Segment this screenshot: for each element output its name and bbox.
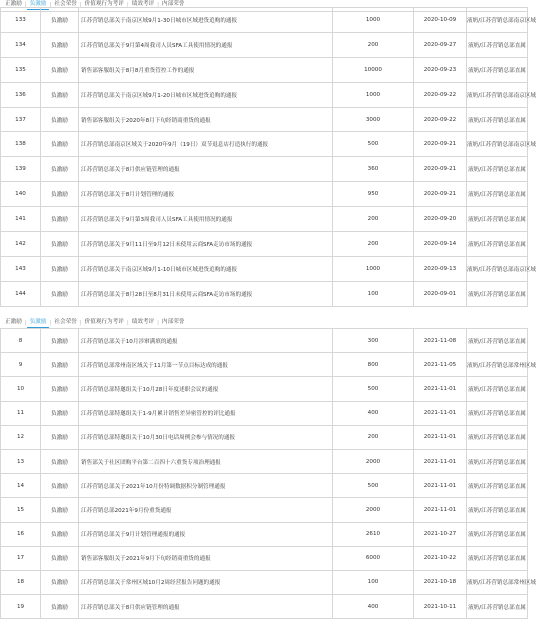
notice-title-cell: 江苏营销总部南京区域关于2020年9月（19日）双节退息店打造执行的通报 xyxy=(79,132,333,157)
incentive-type-cell: 负激励 xyxy=(41,182,79,207)
notice-title-cell: 江苏营销总部关于南京区域9月1-10日城市区域进货追购的通报 xyxy=(79,256,333,281)
organization-cell: 液奶/江苏营销总部直属 xyxy=(467,157,528,182)
table-row[interactable] xyxy=(1,474,528,498)
incentive-type-cell: 负激励 xyxy=(41,107,79,132)
date-cell: 2021-11-01 xyxy=(414,449,467,473)
incentive-type-cell: 负激励 xyxy=(41,425,79,449)
middle-tab-bar xyxy=(0,317,527,328)
table-row[interactable] xyxy=(1,498,528,522)
tab-separator: | xyxy=(126,319,129,326)
table-row[interactable] xyxy=(1,107,528,132)
organization-cell: 液奶/江苏营销总部直属 xyxy=(467,207,528,232)
organization-cell: 液奶/江苏营销总部直属 xyxy=(467,232,528,257)
row-number-cell: 16 xyxy=(1,522,41,546)
date-cell: 2020-09-23 xyxy=(414,57,467,82)
incentive-type-cell: 负激励 xyxy=(41,522,79,546)
amount-cell: 400 xyxy=(333,595,414,619)
tab-separator: | xyxy=(49,1,52,8)
amount-cell: 200 xyxy=(333,232,414,257)
amount-cell: 2000 xyxy=(333,449,414,473)
tab-zhengjili[interactable]: 正激励 xyxy=(5,1,22,7)
table-row[interactable] xyxy=(1,425,528,449)
notice-title-cell: 江苏营销总部特邀组关于10月28日年度述职会议的通报 xyxy=(79,377,333,401)
row-number-cell: 135 xyxy=(1,57,41,82)
notice-title-cell: 江苏营销总部2021年9月份重货通报 xyxy=(79,498,333,522)
amount-cell: 100 xyxy=(333,570,414,594)
tab-neibu-rongyu[interactable]: 内部荣誉 xyxy=(162,319,185,325)
row-number-cell: 140 xyxy=(1,182,41,207)
incentive-type-cell: 负激励 xyxy=(41,474,79,498)
upper-table xyxy=(0,7,536,307)
date-cell: 2021-11-01 xyxy=(414,401,467,425)
table-row[interactable] xyxy=(1,8,528,33)
date-cell: 2021-10-18 xyxy=(414,570,467,594)
tab-fujili[interactable]: 负激励 xyxy=(27,0,50,10)
notice-title-cell: 江苏营销总部关于2021年10月份特调数据积分制管理通报 xyxy=(79,474,333,498)
date-cell: 2021-10-11 xyxy=(414,595,467,619)
incentive-type-cell: 负激励 xyxy=(41,57,79,82)
amount-cell: 800 xyxy=(333,353,414,377)
table-row[interactable] xyxy=(1,182,528,207)
organization-cell: 液奶/江苏营销总部直属 xyxy=(467,57,528,82)
row-number-cell: 144 xyxy=(1,281,41,306)
organization-cell: 液奶/江苏营销总部直属 xyxy=(467,449,528,473)
date-cell: 2020-09-13 xyxy=(414,256,467,281)
lower-table xyxy=(0,328,536,619)
date-cell: 2021-11-08 xyxy=(414,329,467,353)
incentive-type-cell: 负激励 xyxy=(41,377,79,401)
notice-title-cell: 江苏营销总部关于9月第4周我司人员SFA工具使用情况的通报 xyxy=(79,32,333,57)
amount-cell: 500 xyxy=(333,377,414,401)
row-number-cell: 15 xyxy=(1,498,41,522)
table-row[interactable] xyxy=(1,570,528,594)
tab-jixiao-kaoping[interactable]: 绩效考评 xyxy=(131,319,155,325)
tab-separator: | xyxy=(79,1,82,8)
incentive-type-cell: 负激励 xyxy=(41,32,79,57)
date-cell: 2021-11-01 xyxy=(414,377,467,401)
organization-cell: 液奶/江苏营销总部常州区域 xyxy=(467,570,528,594)
amount-cell: 500 xyxy=(333,132,414,157)
row-number-cell: 139 xyxy=(1,157,41,182)
notice-title-cell: 销售部关于社区团购平台第二百四十六重货专项治理通报 xyxy=(79,449,333,473)
incentive-type-cell: 负激励 xyxy=(41,401,79,425)
table-row[interactable] xyxy=(1,546,528,570)
row-number-cell: 17 xyxy=(1,546,41,570)
date-cell: 2020-09-01 xyxy=(414,281,467,306)
tab-shehui-rongyu[interactable]: 社会荣誉 xyxy=(54,1,77,7)
incentive-type-cell: 负激励 xyxy=(41,329,79,353)
amount-cell: 950 xyxy=(333,182,414,207)
table-row[interactable] xyxy=(1,232,528,257)
amount-cell: 1000 xyxy=(333,8,414,33)
incentive-type-cell: 负激励 xyxy=(41,157,79,182)
notice-title-cell: 江苏营销总部特邀组关于1-9月累计销售差异密管控的评比通报 xyxy=(79,401,333,425)
tab-jiazhiguan[interactable]: 价值观行为考评 xyxy=(84,319,124,325)
tab-separator: | xyxy=(79,319,82,326)
notice-title-cell: 江苏营销总部关于10月涉窜满填的通报 xyxy=(79,329,333,353)
tab-separator: | xyxy=(24,1,27,8)
table-row[interactable] xyxy=(1,377,528,401)
tab-separator: | xyxy=(157,319,159,326)
date-cell: 2020-10-09 xyxy=(414,8,467,33)
amount-cell: 3000 xyxy=(333,107,414,132)
organization-cell: 液奶/江苏营销总部直属 xyxy=(467,401,528,425)
date-cell: 2021-11-01 xyxy=(414,498,467,522)
row-number-cell: 141 xyxy=(1,207,41,232)
upper-table-body xyxy=(1,8,536,307)
organization-cell: 液奶/江苏营销总部直属 xyxy=(467,546,528,570)
row-number-cell: 14 xyxy=(1,474,41,498)
date-cell: 2021-11-01 xyxy=(414,474,467,498)
organization-cell: 液奶/江苏营销总部直属 xyxy=(467,377,528,401)
amount-cell: 1000 xyxy=(333,82,414,107)
incentive-type-cell: 负激励 xyxy=(41,546,79,570)
amount-cell: 1000 xyxy=(333,256,414,281)
notice-title-cell: 江苏营销总部关于8月供应链管理的通报 xyxy=(79,595,333,619)
date-cell: 2020-09-22 xyxy=(414,107,467,132)
notice-title-cell: 销售部客服组关于8月8月重货管控工作的通报 xyxy=(79,57,333,82)
date-cell: 2020-09-14 xyxy=(414,232,467,257)
incentive-type-cell: 负激励 xyxy=(41,570,79,594)
notice-title-cell: 销售部客服组关于2020年8月下旬经销商重货的通报 xyxy=(79,107,333,132)
incentive-type-cell: 负激励 xyxy=(41,449,79,473)
organization-cell: 液奶/江苏营销总部直属 xyxy=(467,522,528,546)
row-number-cell: 143 xyxy=(1,256,41,281)
date-cell: 2021-11-05 xyxy=(414,353,467,377)
table-row[interactable] xyxy=(1,281,528,306)
organization-cell: 液奶/江苏营销总部直属 xyxy=(467,281,528,306)
tab-separator: | xyxy=(157,1,159,8)
organization-cell: 液奶/江苏营销总部南京区域 xyxy=(467,132,528,157)
organization-cell: 液奶/江苏营销总部直属 xyxy=(467,182,528,207)
table-row[interactable] xyxy=(1,449,528,473)
notice-title-cell: 江苏营销总部关于8月28日至8月31日未使用云商SFA走访市场的通报 xyxy=(79,281,333,306)
incentive-type-cell: 负激励 xyxy=(41,353,79,377)
table-row[interactable] xyxy=(1,57,528,82)
row-number-cell: 142 xyxy=(1,232,41,257)
table-row[interactable] xyxy=(1,132,528,157)
tab-separator: | xyxy=(49,319,52,326)
incentive-type-cell: 负激励 xyxy=(41,82,79,107)
notice-title-cell: 江苏营销总部关于9月第3周我司人员SFA工具使用情况的通报 xyxy=(79,207,333,232)
amount-cell: 300 xyxy=(333,329,414,353)
organization-cell: 液奶/江苏营销总部直属 xyxy=(467,329,528,353)
table-row[interactable] xyxy=(1,522,528,546)
date-cell: 2020-09-21 xyxy=(414,157,467,182)
table-row[interactable] xyxy=(1,595,528,619)
amount-cell: 360 xyxy=(333,157,414,182)
amount-cell: 200 xyxy=(333,32,414,57)
table-row[interactable] xyxy=(1,32,528,57)
amount-cell: 200 xyxy=(333,425,414,449)
row-number-cell: 138 xyxy=(1,132,41,157)
row-number-cell: 18 xyxy=(1,570,41,594)
organization-cell: 液奶/江苏营销总部南京区域 xyxy=(467,82,528,107)
organization-cell: 液奶/江苏营销总部直属 xyxy=(467,107,528,132)
table-row[interactable] xyxy=(1,329,528,353)
table-row[interactable] xyxy=(1,82,528,107)
organization-cell: 液奶/江苏营销总部直属 xyxy=(467,425,528,449)
tab-zhengjili[interactable]: 正激励 xyxy=(5,319,22,325)
organization-cell: 液奶/江苏营销总部直属 xyxy=(467,474,528,498)
table-row[interactable] xyxy=(1,401,528,425)
table-row[interactable] xyxy=(1,256,528,281)
amount-cell: 100 xyxy=(333,281,414,306)
notice-title-cell: 江苏营销总部关于9月计划管理通报的通报 xyxy=(79,522,333,546)
row-number-cell: 133 xyxy=(1,8,41,33)
organization-cell: 液奶/江苏营销总部常州区域 xyxy=(467,353,528,377)
tab-jixiao-kaoping[interactable]: 绩效考评 xyxy=(131,1,155,7)
row-number-cell: 13 xyxy=(1,449,41,473)
notice-title-cell: 江苏营销总部特邀组关于10月30日电话周例会参与情况的通报 xyxy=(79,425,333,449)
row-number-cell: 134 xyxy=(1,32,41,57)
incentive-type-cell: 负激励 xyxy=(41,281,79,306)
date-cell: 2021-11-01 xyxy=(414,425,467,449)
notice-title-cell: 江苏营销总部常州南区域关于11月第一节点目标达成的通报 xyxy=(79,353,333,377)
incentive-type-cell: 负激励 xyxy=(41,207,79,232)
table-row[interactable] xyxy=(1,157,528,182)
date-cell: 2020-09-21 xyxy=(414,132,467,157)
lower-table-body xyxy=(1,329,536,619)
table-row[interactable] xyxy=(1,353,528,377)
row-number-cell: 136 xyxy=(1,82,41,107)
date-cell: 2021-10-22 xyxy=(414,546,467,570)
table-row[interactable] xyxy=(1,207,528,232)
row-number-cell: 137 xyxy=(1,107,41,132)
incentive-type-cell: 负激励 xyxy=(41,595,79,619)
notice-title-cell: 江苏营销总部关于南京区域9月1-20日城市区域进货追购的通报 xyxy=(79,82,333,107)
notice-title-cell: 江苏营销总部关于8月计划管理的通报 xyxy=(79,182,333,207)
organization-cell: 液奶/江苏营销总部直属 xyxy=(467,498,528,522)
amount-cell: 10000 xyxy=(333,57,414,82)
tab-neibu-rongyu[interactable]: 内部荣誉 xyxy=(162,1,185,7)
tab-jiazhiguan[interactable]: 价值观行为考评 xyxy=(84,1,124,7)
date-cell: 2020-09-22 xyxy=(414,82,467,107)
notice-title-cell: 江苏营销总部关于常州区域10月2周经营报告问题的通报 xyxy=(79,570,333,594)
organization-cell: 液奶/江苏营销总部直属 xyxy=(467,595,528,619)
incentive-type-cell: 负激励 xyxy=(41,132,79,157)
tab-shehui-rongyu[interactable]: 社会荣誉 xyxy=(54,319,77,325)
tab-separator: | xyxy=(24,319,27,326)
date-cell: 2020-09-21 xyxy=(414,182,467,207)
amount-cell: 6000 xyxy=(333,546,414,570)
row-number-cell: 19 xyxy=(1,595,41,619)
date-cell: 2020-09-20 xyxy=(414,207,467,232)
incentive-type-cell: 负激励 xyxy=(41,232,79,257)
row-number-cell: 11 xyxy=(1,401,41,425)
row-number-cell: 10 xyxy=(1,377,41,401)
organization-cell: 液奶/江苏营销总部南京区域 xyxy=(467,8,528,33)
notice-title-cell: 江苏营销总部关于南京区域9月1-30日城市区域进货追购的通报 xyxy=(79,8,333,33)
incentive-type-cell: 负激励 xyxy=(41,498,79,522)
organization-cell: 液奶/江苏营销总部直属 xyxy=(467,32,528,57)
amount-cell: 2610 xyxy=(333,522,414,546)
amount-cell: 200 xyxy=(333,207,414,232)
notice-title-cell: 江苏营销总部关于9月11日至9月12日未使用云商SFA走访市场的通报 xyxy=(79,232,333,257)
date-cell: 2021-10-27 xyxy=(414,522,467,546)
date-cell: 2020-09-27 xyxy=(414,32,467,57)
notice-title-cell: 江苏营销总部关于8月供应链管理的通报 xyxy=(79,157,333,182)
row-number-cell: 9 xyxy=(1,353,41,377)
tab-fujili[interactable]: 负激励 xyxy=(27,318,50,328)
organization-cell: 液奶/江苏营销总部南京区域 xyxy=(467,256,528,281)
row-number-cell: 8 xyxy=(1,329,41,353)
amount-cell: 500 xyxy=(333,474,414,498)
incentive-type-cell: 负激励 xyxy=(41,256,79,281)
amount-cell: 2000 xyxy=(333,498,414,522)
incentive-type-cell: 负激励 xyxy=(41,8,79,33)
amount-cell: 400 xyxy=(333,401,414,425)
row-number-cell: 12 xyxy=(1,425,41,449)
notice-title-cell: 销售部客服组关于2021年9月下旬经销商重货的通报 xyxy=(79,546,333,570)
tab-separator: | xyxy=(126,1,129,8)
